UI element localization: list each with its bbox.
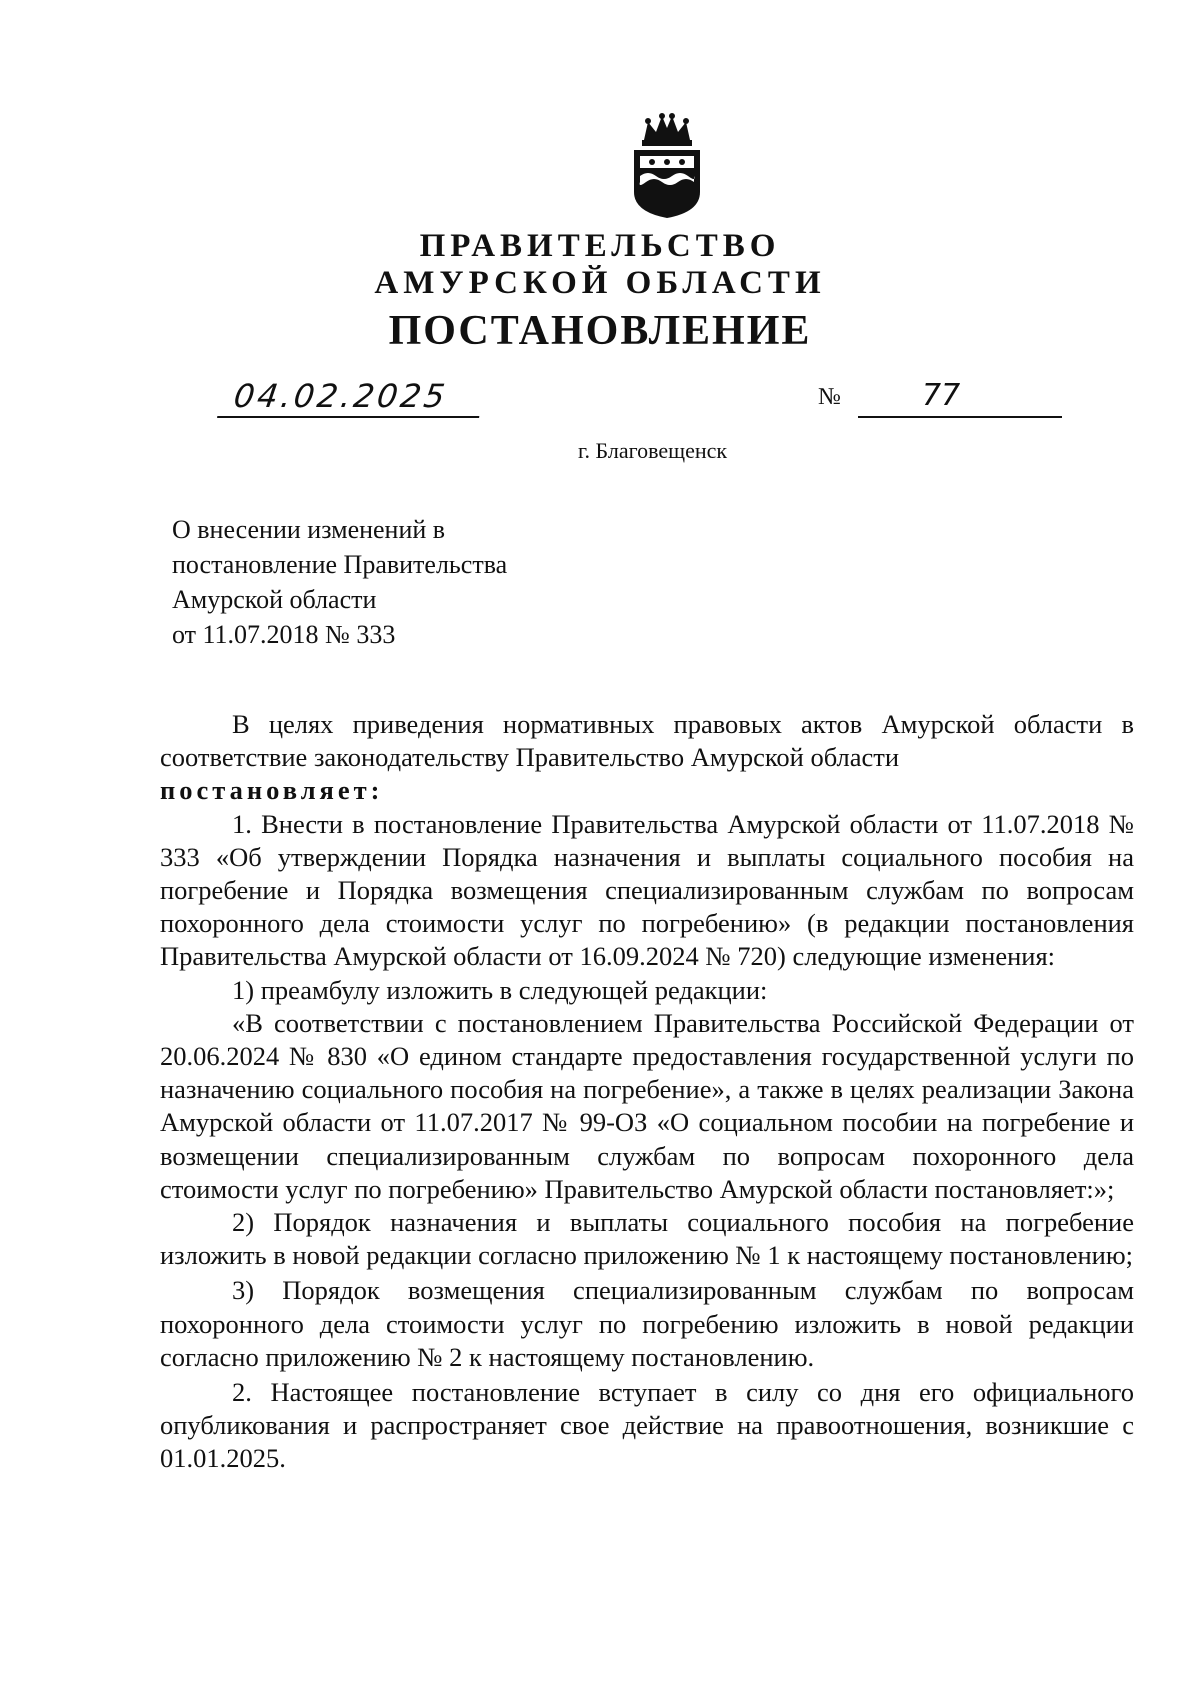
document-number: 77 <box>858 376 1062 418</box>
resolves-word: постановляет: <box>160 775 384 806</box>
body-paragraph: 3) Порядок возмещения специализированным службам по вопросам похоронного дела стоимости услуг по погребению изложить в новой редакции согласно приложению № 2 к настоящему постановлению. <box>160 1275 1134 1372</box>
subject-line: постановление Правительства <box>172 550 508 579</box>
body-paragraph: 2) Порядок назначения и выплаты социального пособия на погребение изложить в новой редакции согласно приложению № 1 к настоящему постановлению; <box>160 1207 1134 1271</box>
body-paragraph: 2. Настоящее постановление вступает в силу со дня его официального опубликования и распространяет свое действие на правоотношения, возникшие с 01.01.2025. <box>160 1377 1134 1474</box>
org-name-line2: АМУРСКОЙ ОБЛАСТИ <box>374 265 826 301</box>
document-type: ПОСТАНОВЛЕНИЕ <box>388 308 812 354</box>
city-line: г. Благовещенск <box>578 438 728 463</box>
document-body <box>160 708 1134 1476</box>
preamble-paragraph: В целях приведения нормативных правовых актов Амурской области в соответствие законодательству Правительство Амурской области <box>160 709 1134 773</box>
document-date: 04.02.2025 <box>217 376 485 418</box>
body-paragraph: 1) преамбулу изложить в следующей редакции: <box>232 974 768 1005</box>
amur-region-coat-of-arms-icon <box>628 112 706 220</box>
document-subject <box>172 512 507 652</box>
subject-line: О внесении изменений в <box>172 515 446 544</box>
body-paragraph: «В соответствии с постановлением Правительства Российской Федерации от 20.06.2024 № 830 «О едином стандарте предоставления государственной услуги по назначению социального пособия на погребение», а также в целях реализации Закона Амурской области от 11.07.2017 № 99-ОЗ «О социальном пособии на погребение и возмещении специализированным службам по вопросам похоронного дела стоимости услуг по погребению» Правительство Амурской области постановляет:»; <box>160 1007 1134 1204</box>
body-paragraph: 1. Внести в постановление Правительства Амурской области от 11.07.2018 № 333 «Об утверждении Порядка назначения и выплаты социального пособия на погребение и Порядка возмещения специализированным службам по вопросам похоронного дела стоимости услуг по погребению» (в редакции постановления Правительства Амурской области от 16.09.2024 № 720) следующие изменения: <box>160 808 1134 972</box>
subject-line: Амурской области <box>172 585 377 614</box>
number-label: № <box>818 384 841 410</box>
org-name-line1: ПРАВИТЕЛЬСТВО <box>419 228 781 264</box>
subject-line: от 11.07.2018 № 333 <box>172 620 396 649</box>
